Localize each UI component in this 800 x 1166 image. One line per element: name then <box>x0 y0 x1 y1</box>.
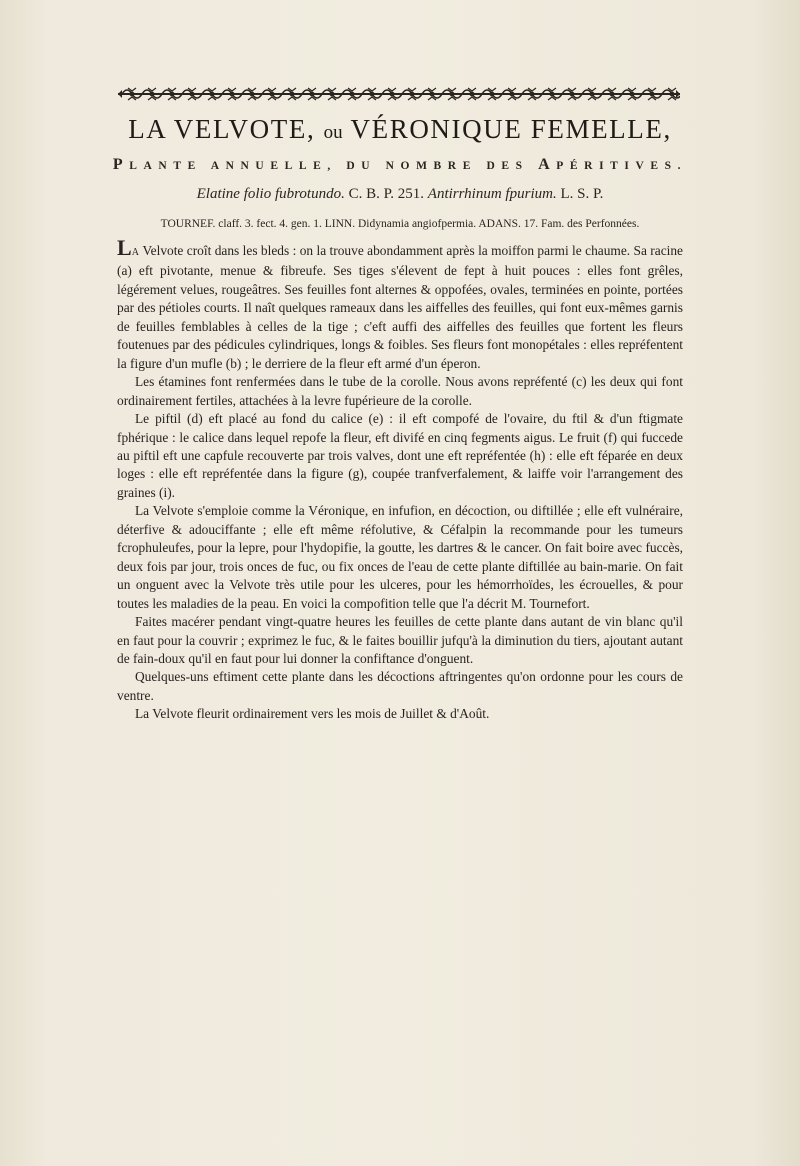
paragraph-5: Faites macérer pendant vingt-quatre heures les feuilles de cette plante dans autant de vin blanc qu'il en faut pour la couvrir ; exprimez le fuc, & le faites bouillir jufqu'à la diminution du tiers, ajoutant autant de fain-doux qu'il en faut pour lui donner la confiftance d'onguent. <box>117 614 683 666</box>
paragraph-4: La Velvote s'emploie comme la Véronique, en infufion, en décoction, ou diftillée ; elle eft vulnéraire, déterfive & adouciffante ; elle eft même réfolutive, & Céfalpin la recommande pour les tumeurs fcrophuleufes, pour la lepre, pour l'hydopifie, la goutte, les dartres & le cancer. On fait boire avec fuccès, deux fois par jour, trois onces de fuc, ou fix onces de l'eau de cette plante diftillée au bain-marie. On fait un onguent avec la Velvote très utile pour les ulceres, pour les hémorrhoïdes, les écrouelles, & pour toutes les maladies de la peau. En voici la compofition telle que l'a décrit M. Tournefort. <box>117 503 683 611</box>
synonym-antirrhinum: Antirrhinum fpurium. <box>427 186 557 202</box>
synonym-lsp: L. S. P. <box>560 186 604 202</box>
synonyms-line <box>100 186 700 203</box>
title-ou: ou <box>323 122 343 143</box>
body-text <box>117 235 683 724</box>
paragraph-3: Le piftil (d) eft placé au fond du calice (e) : il eft compofé de l'ovaire, du ftil & d'un ftigmate fphérique : le calice dans lequel repofe la fleur, eft divifé en cinq fegments aigus. Le fruit (f) qui fuccede au piftil eft une capfule recouverte par trois valves, dont une eft repréfentée (h) : elle eft féparée en deux loges : elle eft repréfentée dans la figure (g), coupée tranfverfalement, & laiffe voir l'arrangement des graines (i). <box>117 411 683 500</box>
subtitle-cap-1: P <box>112 156 130 173</box>
title-rest: VÉRONIQUE FEMELLE, <box>350 114 672 144</box>
paragraph-1 <box>117 235 683 373</box>
subtitle-cap-2: A <box>538 156 557 173</box>
synonym-cbp: C. B. P. 251. <box>348 186 425 202</box>
subtitle-rest-2: PÉRITIVES. <box>556 160 688 172</box>
small-caps: A <box>131 247 140 258</box>
subtitle-rest-1: LANTE ANNUELLE, DU NOMBRE DES <box>129 160 539 172</box>
page-title <box>100 114 700 145</box>
synonym-elatine: Elatine folio fubrotundo. <box>196 186 345 202</box>
fleuron-band-ornament <box>118 86 680 102</box>
paragraph-2: Les étamines font renfermées dans le tube de la corolle. Nous avons repréfenté (c) les deux qui font ordinairement fertiles, attachées à la levre fupérieure de la corolle. <box>117 374 683 408</box>
paragraph-1-text: Velvote croît dans les bleds : on la trouve abondamment après la moiffon parmi le chaume. Sa racine (a) eft pivotante, menue & fibreufe. Ses tiges s'élevent de fept à huit pouces : elles font grêles, légérement velues, rougeâtres. Ses feuilles font alternes & oppofées, ovales, terminées en pointe, portées par des pétioles courts. Il naît quelques rameaux dans les aiffelles des feuilles, qui font eux-mêmes garnis de feuilles femblables à celles de la tige ; c'eft auffi des aiffelles des feuilles que fortent les fleurs foutenues par des pédicules cylindriques, longs & foibles. Ses fleurs font monopétales : elles repréfentent la figure d'un mufle (b) ; le derriere de la fleur eft armé d'un éperon. <box>117 243 683 371</box>
paragraph-7: La Velvote fleurit ordinairement vers les mois de Juillet & d'Août. <box>135 706 490 722</box>
paragraph-6: Quelques-uns eftiment cette plante dans les décoctions aftringentes qu'on ordonne pour les cours de ventre. <box>117 669 683 703</box>
taxonomy-line: TOURNEF. claff. 3. fect. 4. gen. 1. LINN. Didynamia angiofpermia. ADANS. 17. Fam. des Perfonnées. <box>160 218 640 230</box>
title-main: LA VELVOTE, <box>128 114 316 144</box>
page-subtitle <box>100 156 700 174</box>
drop-cap: L <box>117 235 132 260</box>
